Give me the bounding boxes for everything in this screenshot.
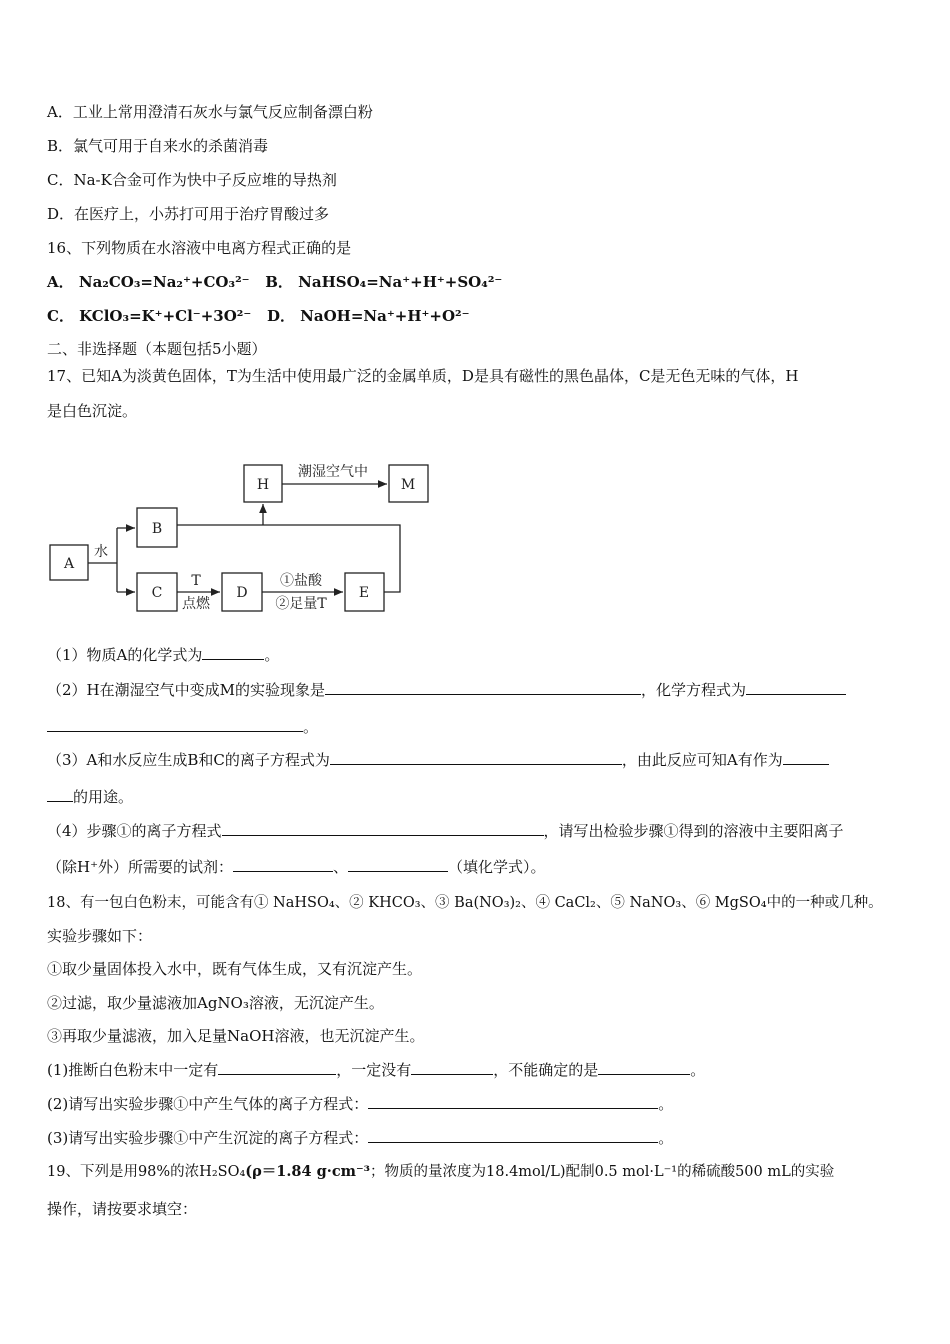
q17-p4-text2: ，请写出检验步骤①得到的溶液中主要阳离子 — [543, 822, 844, 840]
label-c: C — [151, 585, 163, 601]
q17-part4-cont — [47, 857, 546, 877]
q18-p2-text: (2)请写出实验步骤①中产生气体的离子方程式： — [47, 1095, 369, 1113]
label-water: 水 — [94, 544, 108, 560]
q19-stem-line2: 操作，请按要求填空： — [47, 1200, 198, 1218]
q17-p2-end: 。 — [303, 718, 319, 736]
q18-p2-end: 。 — [658, 1095, 674, 1113]
label-m: M — [400, 477, 416, 493]
q18-p1-text3: ，不能确定的是 — [493, 1061, 599, 1079]
q17-part2-cont — [47, 717, 318, 737]
q17-part3-cont — [47, 787, 133, 807]
q18-p1-text: (1)推断白色粉末中一定有 — [47, 1061, 219, 1079]
q17-p4-sep: 、 — [333, 858, 349, 876]
q18-p3-text: (3)请写出实验步骤①中产生沉淀的离子方程式： — [47, 1129, 369, 1147]
q18-step1: ①取少量固体投入水中，既有气体生成，又有沉淀产生。 — [47, 960, 423, 978]
q18-part2 — [47, 1094, 673, 1114]
q17-part1 — [47, 645, 279, 665]
label-a: A — [63, 556, 75, 572]
q18-step2: ②过滤，取少量滤液加AgNO₃溶液，无沉淀产生。 — [47, 994, 384, 1012]
answer-blank[interactable] — [746, 680, 846, 695]
answer-blank[interactable] — [368, 1094, 658, 1109]
answer-blank[interactable] — [47, 787, 73, 802]
q17-p3-end: 的用途。 — [73, 788, 134, 806]
q19-text2: ；物质的量浓度为18.4mol/L)配制0.5 mol·L⁻¹的稀硫酸500 mL的实验 — [370, 1164, 835, 1180]
q18-part1 — [47, 1060, 705, 1080]
answer-blank[interactable] — [218, 1060, 336, 1075]
q17-p3-text2: ，由此反应可知A有作为 — [621, 751, 783, 769]
label-t: T — [191, 573, 201, 589]
q16-option-c: C． KClO₃=K⁺+Cl⁻+3O²⁻ — [47, 307, 252, 325]
q17-part2 — [47, 680, 846, 700]
q19-stem-line1 — [47, 1162, 834, 1182]
q18-stem-line2: 实验步骤如下： — [47, 927, 153, 945]
answer-blank[interactable] — [47, 717, 303, 732]
label-hcl: ①盐酸 — [280, 573, 322, 589]
q18-p1-text2: ，一定没有 — [336, 1061, 412, 1079]
q17-stem-line1: 17、已知A为淡黄色固体，T为生活中使用最广泛的金属单质，D是具有磁性的黑色晶体，C是无色无味的气体，H — [47, 367, 799, 385]
q17-p2-text: （2）H在潮湿空气中变成M的实验现象是 — [47, 681, 325, 699]
label-ignite: 点燃 — [182, 596, 210, 612]
connector-a — [88, 528, 117, 592]
answer-blank[interactable] — [411, 1060, 493, 1075]
section-heading: 二、非选择题（本题包括5小题） — [47, 340, 267, 358]
q17-part4 — [47, 821, 844, 841]
q16-option-a: A． Na₂CO₃=Na₂⁺+CO₃²⁻ — [47, 273, 250, 291]
q17-p2-text2: ，化学方程式为 — [641, 681, 747, 699]
q16-option-b: B． NaHSO₄=Na⁺+H⁺+SO₄²⁻ — [265, 273, 503, 291]
answer-blank[interactable] — [598, 1060, 690, 1075]
label-e: E — [358, 585, 370, 601]
answer-blank[interactable] — [202, 645, 264, 660]
q17-p4-end: （填化学式）。 — [448, 858, 546, 876]
q18-step3: ③再取少量滤液，加入足量NaOH溶液，也无沉淀产生。 — [47, 1027, 425, 1045]
q16-option-d: D． NaOH=Na⁺+H⁺+O²⁻ — [266, 307, 470, 325]
q18-p3-end: 。 — [658, 1129, 674, 1147]
q17-stem-line2: 是白色沉淀。 — [47, 402, 138, 420]
q18-p1-end: 。 — [690, 1061, 706, 1079]
q15-option-a: A．工业上常用澄清石灰水与氯气反应制备漂白粉 — [47, 103, 373, 121]
q15-option-c: C．Na-K合金可作为快中子反应堆的导热剂 — [47, 171, 337, 189]
label-d: D — [236, 585, 248, 601]
answer-blank[interactable] — [348, 857, 448, 872]
answer-blank[interactable] — [325, 680, 641, 695]
q19-density: (ρ＝1.84 g·cm⁻³ — [245, 1163, 371, 1180]
label-b: B — [151, 521, 163, 537]
q16-stem: 16、下列物质在水溶液中电离方程式正确的是 — [47, 239, 352, 257]
answer-blank[interactable] — [222, 821, 544, 836]
reaction-flow-diagram — [0, 0, 950, 640]
q19-text: 19、下列是用98%的浓H₂SO₄ — [47, 1164, 246, 1180]
q17-p1-end: 。 — [264, 646, 280, 664]
q17-part3 — [47, 750, 829, 770]
answer-blank[interactable] — [233, 857, 333, 872]
q18-stem-line1: 18、有一包白色粉末，可能含有① NaHSO₄、② KHCO₃、③ Ba(NO₃)₂、④ CaCl₂、⑤ NaNO₃、⑥ MgSO₄中的一种或几种。 — [47, 895, 883, 911]
label-h: H — [256, 477, 270, 493]
q17-p1-text: （1）物质A的化学式为 — [47, 646, 203, 664]
answer-blank[interactable] — [368, 1128, 658, 1143]
q15-option-d: D．在医疗上，小苏打可用于治疗胃酸过多 — [47, 205, 330, 223]
label-excess-t: ②足量T — [275, 596, 327, 612]
q17-p3-text: （3）A和水反应生成B和C的离子方程式为 — [47, 751, 330, 769]
q17-p4-text3: （除H⁺外）所需要的试剂： — [47, 858, 233, 876]
answer-blank[interactable] — [783, 750, 829, 765]
q17-p4-text: （4）步骤①的离子方程式 — [47, 822, 222, 840]
answer-blank[interactable] — [330, 750, 622, 765]
label-humid-air: 潮湿空气中 — [298, 464, 368, 480]
q18-part3 — [47, 1128, 673, 1148]
q15-option-b: B．氯气可用于自来水的杀菌消毒 — [47, 137, 269, 155]
